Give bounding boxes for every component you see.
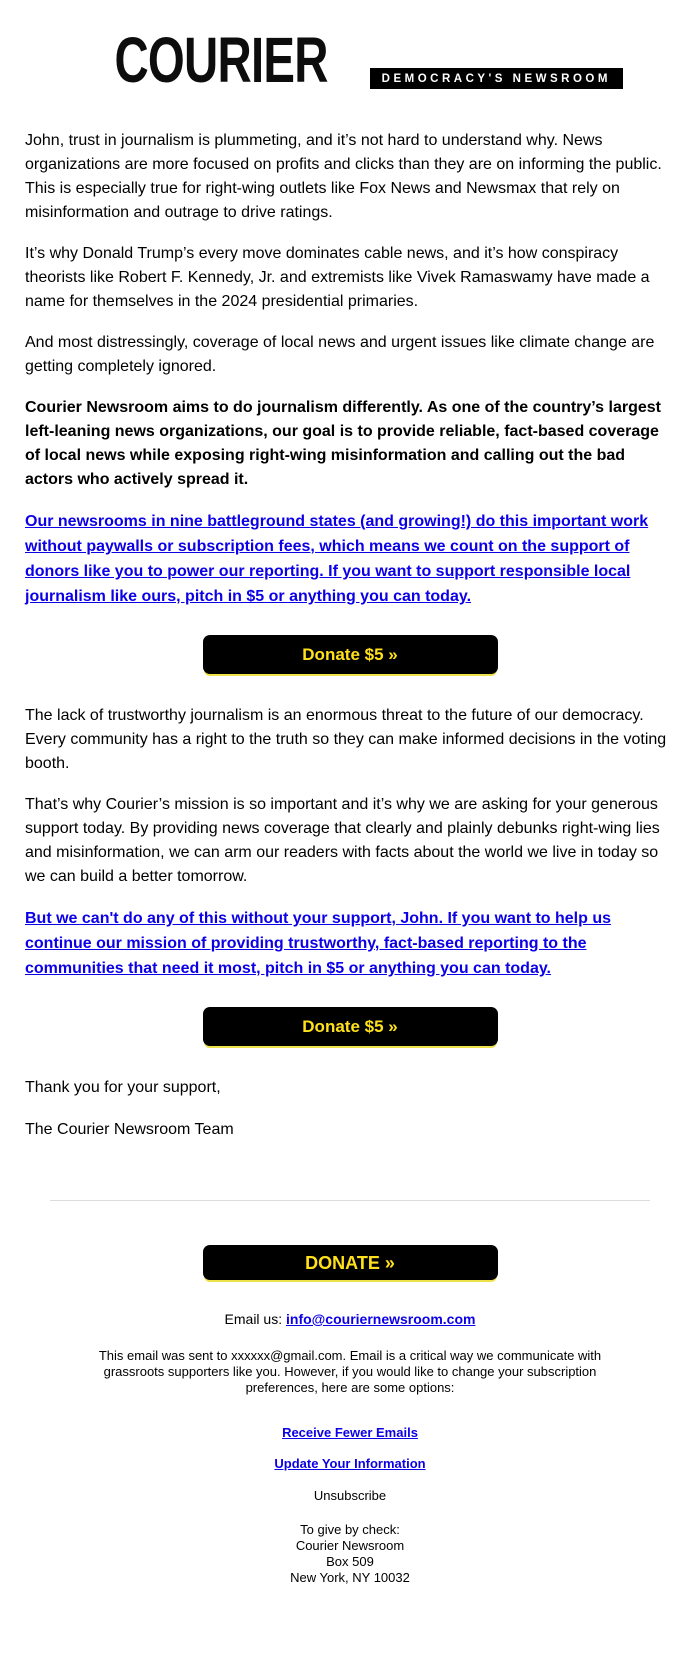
unsubscribe-link[interactable]: Unsubscribe: [313, 1487, 387, 1503]
donate-link-paragraph-newsrooms[interactable]: Our newsrooms in nine battleground states (and growing!) do this important work without paywalls or subscription fees, which means we count on the support of donors like you to power our reporting. If you want to support responsible local journalism like ours, pitch in $5 or anything you can today.: [25, 512, 649, 605]
courier-logo-text: COURIER: [114, 24, 328, 96]
signoff-block: [25, 1076, 675, 1142]
courier-tagline: DEMOCRACY'S NEWSROOM: [370, 68, 623, 89]
footer-link-row-1: [25, 1410, 675, 1441]
paragraph-trump: It’s why Donald Trump’s every move dominates cable news, and it’s how conspiracy theorists like Robert F. Kennedy, Jr. and extremists like Vivek Ramaswamy have made a name for themselves in the 2024 presidential primaries.: [25, 244, 650, 310]
donate-button-footer[interactable]: DONATE »: [203, 1245, 498, 1280]
signoff-line: The Courier Newsroom Team: [25, 1120, 234, 1138]
footer-link-row-2: [25, 1441, 675, 1472]
paragraph-local-news: And most distressingly, coverage of local news and urgent issues like climate change are getting completely ignored.: [25, 333, 655, 375]
check-line-4: New York, NY 10032: [290, 1569, 410, 1585]
paragraph-intro: John, trust in journalism is plummeting, and it’s not hard to understand why. News organizations are more focused on profits and clicks than they are on informing the public. This is especially true for right-wing outlets like Fox News and Newsmax that rely on misinformation and outrage to drive ratings.: [25, 131, 662, 221]
email-us-link[interactable]: info@couriernewsroom.com: [286, 1310, 476, 1327]
give-by-check-block: [25, 1522, 675, 1586]
email-us-line: [25, 1310, 675, 1328]
paragraph-why-courier: That’s why Courier’s mission is so important and it’s why we are asking for your generous support today. By providing news coverage that clearly and plainly debunks right-wing lies and misinformation, we can arm our readers with facts about the world we live in today so we can build a better tomorrow.: [25, 795, 660, 885]
email-header: [25, 0, 675, 111]
footer-disclaimer: This email was sent to xxxxxx@gmail.com. Email is a critical way we communicate with grassroots supporters like you. However, if you would like to change your subscription preferences, here are some options:: [98, 1347, 602, 1395]
donate-5-button-middle[interactable]: Donate $5 »: [203, 1007, 498, 1046]
thank-you-line: Thank you for your support,: [25, 1078, 221, 1096]
email-footer: [25, 1245, 675, 1586]
check-line-1: To give by check:: [300, 1521, 400, 1537]
check-line-3: Box 509: [326, 1553, 374, 1569]
donate-link-paragraph-support[interactable]: But we can't do any of this without your support, John. If you want to help us continue our mission of providing trustworthy, fact-based reporting to the communities that need it most, pitch in $5 or anything you can today.: [25, 909, 612, 977]
update-your-information-link[interactable]: Update Your Information: [274, 1455, 426, 1471]
courier-logo: [77, 24, 623, 96]
paragraph-mission-bold: Courier Newsroom aims to do journalism differently. As one of the country’s largest left-leaning news organizations, our goal is to provide reliable, fact-based coverage of local news while exposing right-wing misinformation and calling out the bad actors who actively spread it.: [25, 398, 661, 488]
donate-5-button-top[interactable]: Donate $5 »: [203, 635, 498, 674]
email-content: [25, 111, 675, 1142]
footer-divider: [50, 1200, 650, 1201]
receive-fewer-emails-link[interactable]: Receive Fewer Emails: [282, 1424, 418, 1440]
check-line-2: Courier Newsroom: [295, 1537, 405, 1553]
paragraph-threat: The lack of trustworthy journalism is an enormous threat to the future of our democracy. Every community has a right to the truth so they can make informed decisions in the voting booth.: [25, 706, 667, 772]
email-us-label: Email us:: [224, 1310, 286, 1327]
